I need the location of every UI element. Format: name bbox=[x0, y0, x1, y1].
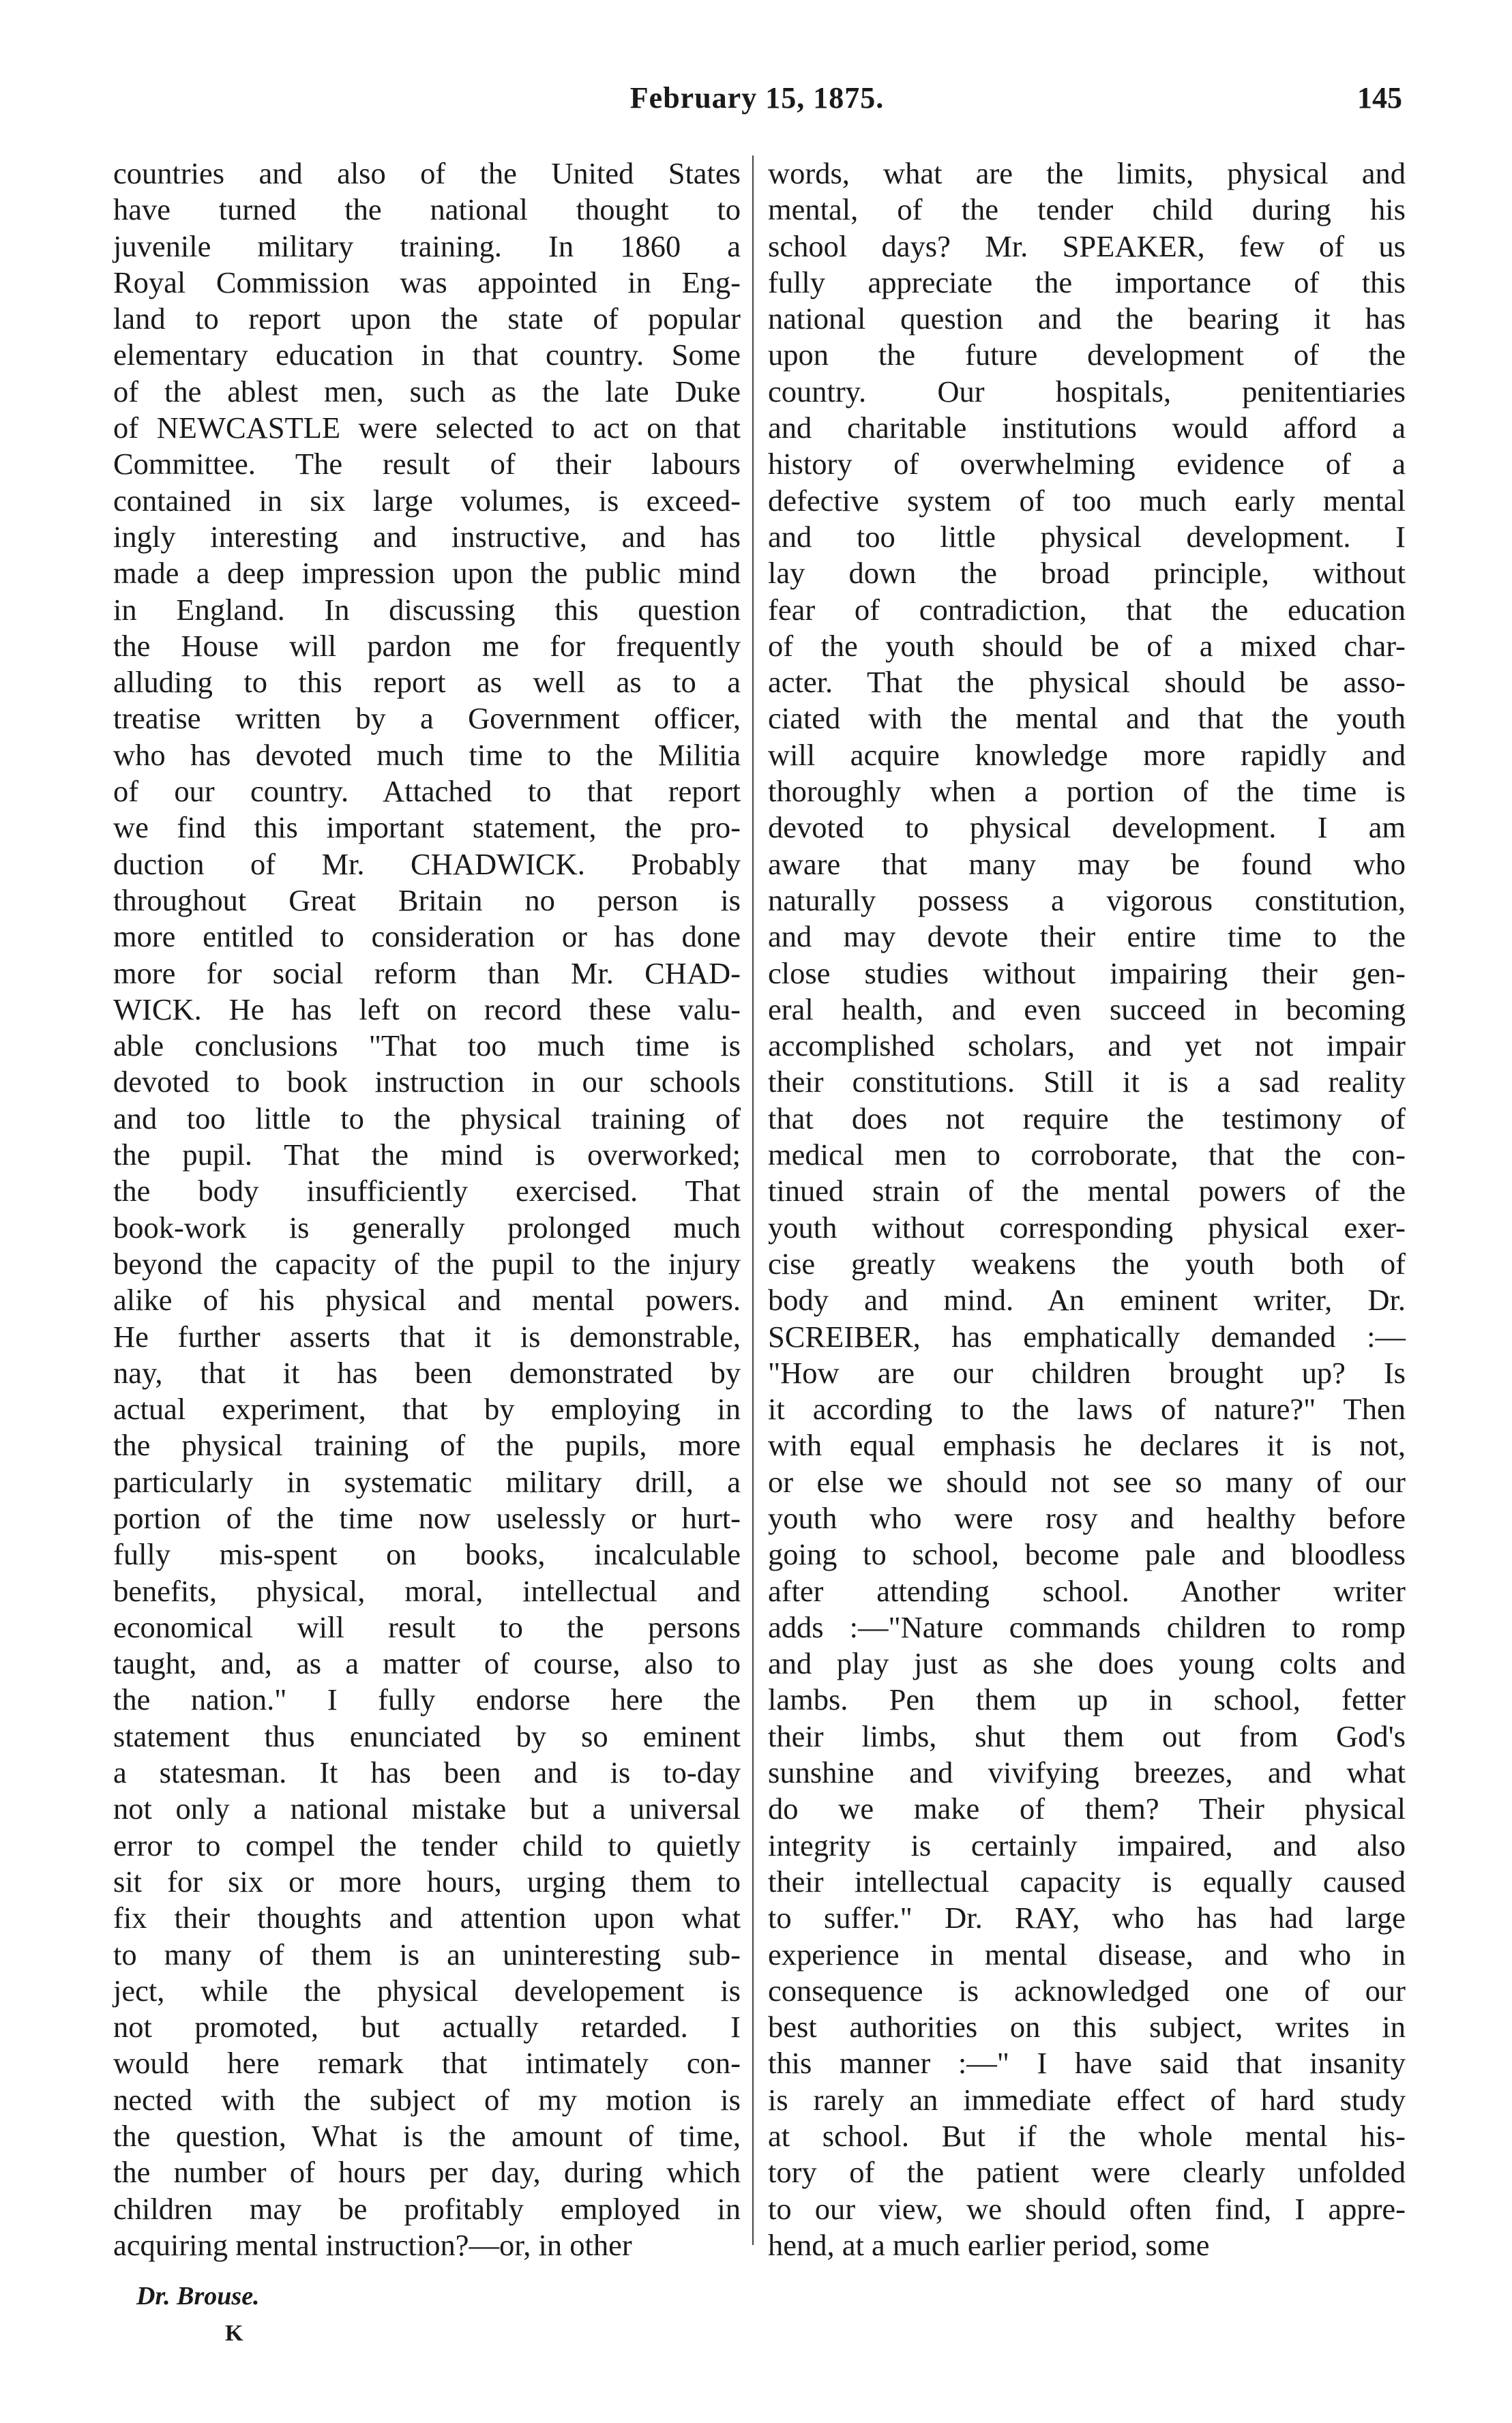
page-date-title: February 15, 1875. bbox=[629, 81, 885, 115]
text-line: cise greatly weakens the youth both of bbox=[768, 1246, 1406, 1281]
text-line: "How are our children brought up? Is bbox=[768, 1355, 1406, 1390]
text-line: and too little physical development. I bbox=[768, 519, 1406, 554]
footer-signature-mark: K bbox=[225, 2321, 243, 2346]
text-line: body and mind. An eminent writer, Dr. bbox=[768, 1283, 1406, 1318]
text-line: school days? Mr. SPEAKER, few of us bbox=[768, 228, 1406, 263]
text-line: it according to the laws of nature?" Then bbox=[768, 1392, 1406, 1427]
text-line: their intellectual capacity is equally caused bbox=[768, 1864, 1406, 1899]
text-line: thoroughly when a portion of the time is bbox=[768, 774, 1406, 809]
text-line: actual experiment, that by employing in bbox=[113, 1392, 741, 1427]
text-line: elementary education in that country. Some bbox=[113, 338, 741, 372]
text-line: juvenile military training. In 1860 a bbox=[113, 228, 741, 263]
text-line: acter. That the physical should be asso- bbox=[768, 665, 1406, 700]
text-line: best authorities on this subject, writes in bbox=[768, 2010, 1406, 2045]
text-line: the question, What is the amount of time, bbox=[113, 2119, 741, 2154]
text-line: to our view, we should often find, I appre- bbox=[768, 2191, 1406, 2226]
text-line: throughout Great Britain no person is bbox=[113, 882, 741, 917]
text-line: ingly interesting and instructive, and has bbox=[113, 519, 741, 554]
text-line: lambs. Pen them up in school, fetter bbox=[768, 1682, 1406, 1717]
text-line: SCREIBER, has emphatically demanded :— bbox=[768, 1319, 1406, 1354]
text-line: land to report upon the state of popular bbox=[113, 301, 741, 336]
text-line: who has devoted much time to the Militia bbox=[113, 737, 741, 772]
text-line: beyond the capacity of the pupil to the injury bbox=[113, 1246, 741, 1281]
text-line: economical will result to the persons bbox=[113, 1609, 741, 1644]
text-line: naturally possess a vigorous constitution, bbox=[768, 882, 1406, 917]
text-line: book-work is generally prolonged much bbox=[113, 1210, 741, 1245]
text-line: ject, while the physical developement is bbox=[113, 1973, 741, 2008]
text-line: upon the future development of the bbox=[768, 338, 1406, 372]
text-line: have turned the national thought to bbox=[113, 192, 741, 227]
text-line: the House will pardon me for frequently bbox=[113, 628, 741, 663]
text-line: defective system of too much early mental bbox=[768, 483, 1406, 518]
text-line: fully appreciate the importance of this bbox=[768, 265, 1406, 299]
text-line: error to compel the tender child to quietly bbox=[113, 1828, 741, 1862]
text-line: would here remark that intimately con- bbox=[113, 2046, 741, 2081]
text-line: their limbs, shut them out from God's bbox=[768, 1719, 1406, 1753]
text-line: close studies without impairing their gen- bbox=[768, 955, 1406, 990]
text-line: Committee. The result of their labours bbox=[113, 447, 741, 481]
text-line: and too little to the physical training of bbox=[113, 1101, 741, 1135]
text-line: in England. In discussing this question bbox=[113, 592, 741, 627]
text-line: fear of contradiction, that the education bbox=[768, 592, 1406, 627]
text-line: the physical training of the pupils, more bbox=[113, 1428, 741, 1463]
text-line: devoted to physical development. I am bbox=[768, 810, 1406, 845]
text-line: tory of the patient were clearly unfolded bbox=[768, 2155, 1406, 2190]
text-line: at school. But if the whole mental his- bbox=[768, 2119, 1406, 2154]
footer-signature: Dr. Brouse. bbox=[136, 2282, 260, 2310]
text-line: lay down the broad principle, without bbox=[768, 556, 1406, 591]
text-line: that does not require the testimony of bbox=[768, 1101, 1406, 1135]
text-line: more for social reform than Mr. CHAD- bbox=[113, 955, 741, 990]
text-line: the body insufficiently exercised. That bbox=[113, 1174, 741, 1208]
text-line: duction of Mr. CHADWICK. Probably bbox=[113, 846, 741, 881]
text-line: sunshine and vivifying breezes, and what bbox=[768, 1755, 1406, 1790]
text-line: this manner :—" I have said that insanity bbox=[768, 2046, 1406, 2081]
text-line: of the ablest men, such as the late Duke bbox=[113, 374, 741, 408]
text-line: youth without corresponding physical exer- bbox=[768, 1210, 1406, 1245]
text-line: children may be profitably employed in bbox=[113, 2191, 741, 2226]
text-line: experience in mental disease, and who in bbox=[768, 1937, 1406, 1972]
text-line: ciated with the mental and that the youth bbox=[768, 701, 1406, 736]
text-line: made a deep impression upon the public mind bbox=[113, 556, 741, 591]
text-line: consequence is acknowledged one of our bbox=[768, 1973, 1406, 2008]
text-line: treatise written by a Government officer, bbox=[113, 701, 741, 736]
text-line: the pupil. That the mind is overworked; bbox=[113, 1138, 741, 1172]
text-line: fix their thoughts and attention upon what bbox=[113, 1901, 741, 1935]
text-line: not promoted, but actually retarded. I bbox=[113, 2010, 741, 2045]
text-line: particularly in systematic military drill, a bbox=[113, 1464, 741, 1499]
text-line: national question and the bearing it has bbox=[768, 301, 1406, 336]
text-line: a statesman. It has been and is to-day bbox=[113, 1755, 741, 1790]
text-line: words, what are the limits, physical and bbox=[768, 156, 1406, 190]
text-line: of NEWCASTLE were selected to act on that bbox=[113, 411, 741, 445]
text-line: portion of the time now uselessly or hurt- bbox=[113, 1500, 741, 1535]
text-line: fully mis-spent on books, incalculable bbox=[113, 1537, 741, 1572]
text-line: history of overwhelming evidence of a bbox=[768, 447, 1406, 481]
text-line: tinued strain of the mental powers of the bbox=[768, 1174, 1406, 1208]
text-line: will acquire knowledge more rapidly and bbox=[768, 737, 1406, 772]
text-line: mental, of the tender child during his bbox=[768, 192, 1406, 227]
text-line: countries and also of the United States bbox=[113, 156, 741, 190]
text-line: accomplished scholars, and yet not impair bbox=[768, 1028, 1406, 1063]
text-line: integrity is certainly impaired, and also bbox=[768, 1828, 1406, 1862]
text-line: to many of them is an uninteresting sub- bbox=[113, 1937, 741, 1972]
text-line: and charitable institutions would afford a bbox=[768, 411, 1406, 445]
text-line: hend, at a much earlier period, some bbox=[768, 2227, 1210, 2262]
text-line: Royal Commission was appointed in Eng- bbox=[113, 265, 741, 299]
text-line: devoted to book instruction in our schools bbox=[113, 1065, 741, 1099]
text-line: youth who were rosy and healthy before bbox=[768, 1500, 1406, 1535]
text-line: is rarely an immediate effect of hard study bbox=[768, 2082, 1406, 2117]
text-line: He further asserts that it is demonstrable, bbox=[113, 1319, 741, 1354]
text-line: aware that many may be found who bbox=[768, 846, 1406, 881]
text-line: benefits, physical, moral, intellectual and bbox=[113, 1573, 741, 1608]
text-line: after attending school. Another writer bbox=[768, 1573, 1406, 1608]
text-line: alike of his physical and mental powers. bbox=[113, 1283, 741, 1318]
text-line: the number of hours per day, during which bbox=[113, 2155, 741, 2190]
text-line: eral health, and even succeed in becoming bbox=[768, 992, 1406, 1026]
text-line: country. Our hospitals, penitentiaries bbox=[768, 374, 1406, 408]
text-line: nected with the subject of my motion is bbox=[113, 2082, 741, 2117]
text-line: alluding to this report as well as to a bbox=[113, 665, 741, 700]
text-line: not only a national mistake but a universal bbox=[113, 1792, 741, 1826]
left-text-column bbox=[113, 155, 741, 2263]
right-text-column bbox=[768, 155, 1406, 2263]
page-header bbox=[109, 80, 1405, 121]
text-line: taught, and, as a matter of course, also to bbox=[113, 1646, 741, 1681]
text-line: contained in six large volumes, is exceed- bbox=[113, 483, 741, 518]
text-line: medical men to corroborate, that the con- bbox=[768, 1138, 1406, 1172]
page-number: 145 bbox=[1357, 81, 1402, 115]
text-line: going to school, become pale and bloodless bbox=[768, 1537, 1406, 1572]
text-line: and may devote their entire time to the bbox=[768, 919, 1406, 954]
text-line: to suffer." Dr. RAY, who has had large bbox=[768, 1901, 1406, 1935]
text-line: adds :—"Nature commands children to romp bbox=[768, 1609, 1406, 1644]
text-line: or else we should not see so many of our bbox=[768, 1464, 1406, 1499]
text-line: and play just as she does young colts and bbox=[768, 1646, 1406, 1681]
text-line: sit for six or more hours, urging them to bbox=[113, 1864, 741, 1899]
text-line: of our country. Attached to that report bbox=[113, 774, 741, 809]
text-line: their constitutions. Still it is a sad reality bbox=[768, 1065, 1406, 1099]
text-line: statement thus enunciated by so eminent bbox=[113, 1719, 741, 1753]
text-line: acquiring mental instruction?—or, in other bbox=[113, 2227, 632, 2262]
column-divider bbox=[752, 155, 754, 2245]
text-line: the nation." I fully endorse here the bbox=[113, 1682, 741, 1717]
text-line: more entitled to consideration or has done bbox=[113, 919, 741, 954]
text-line: nay, that it has been demonstrated by bbox=[113, 1355, 741, 1390]
text-line: WICK. He has left on record these valu- bbox=[113, 992, 741, 1026]
text-line: do we make of them? Their physical bbox=[768, 1792, 1406, 1826]
text-line: we find this important statement, the pro- bbox=[113, 810, 741, 845]
text-line: able conclusions "That too much time is bbox=[113, 1028, 741, 1063]
text-line: with equal emphasis he declares it is not, bbox=[768, 1428, 1406, 1463]
text-line: of the youth should be of a mixed char- bbox=[768, 628, 1406, 663]
